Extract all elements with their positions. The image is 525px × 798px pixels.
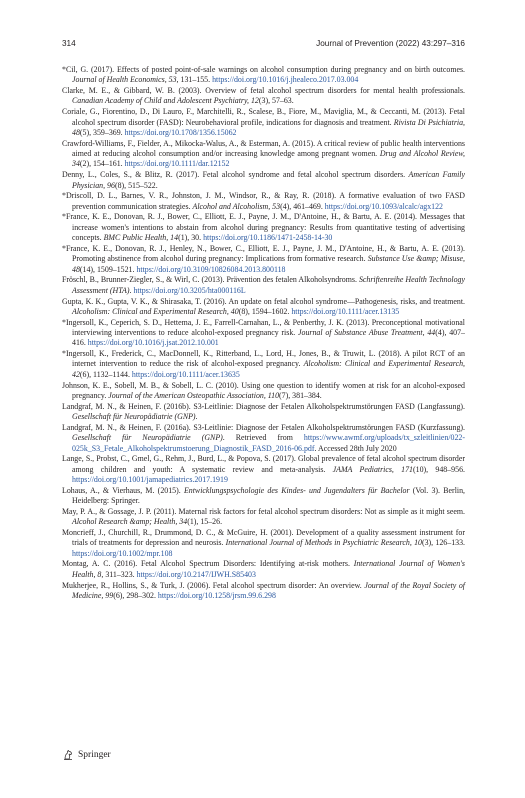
reference-doi-link[interactable]: https://doi.org/10.1111/dar.12152 [124,159,230,169]
reference-item [62,402,465,423]
reference-details: (3), 126–133. [421,538,466,548]
reference-doi-link[interactable]: https://doi.org/10.3205/hta000116L [133,285,246,295]
reference-doi-link[interactable]: https://doi.org/10.2147/IJWH.S85403 [136,569,256,579]
reference-item [62,559,465,580]
reference-item [62,581,465,602]
reference-text: Lohaus, A., & Vierhaus, M. (2015). [62,485,184,495]
reference-item [62,244,465,275]
reference-doi-link[interactable]: https://doi.org/10.1186/1471-2458-14-30 [203,233,333,243]
reference-text: *Driscoll, D. L., Barnes, V. R., Johnston, J. M., Windsor, R., & Ray, R. (2018). A formative evaluation of two FASD prevention communication strategies. [62,191,465,211]
reference-item [62,318,465,349]
reference-doi-link[interactable]: https://doi.org/10.1111/acer.13635 [131,369,240,379]
reference-source: Substance Use &amp; Misuse, 48 [72,254,465,274]
reference-doi-link[interactable]: https://doi.org/10.1001/jamapediatrics.2017.1919 [72,474,228,484]
reference-details: (7), 381–384. [279,390,322,400]
reference-details: (Vol. 3). Berlin, Heidelberg: Springer. [72,485,465,506]
reference-details: (8), 1594–1602. [238,306,292,316]
reference-item [62,86,465,107]
reference-text: Gupta, K. K., Gupta, V. K., & Shirasaka, T. (2016). An update on fetal alcohol syndrome—Pathogenesis, risks, and treatment. [62,296,465,306]
page-number: 314 [62,39,76,48]
reference-details: , 131–155. [176,75,213,85]
running-header [62,39,465,51]
reference-doi-link[interactable]: https://doi.org/10.1002/mpr.108 [72,548,173,558]
reference-source: Canadian Academy of Child and Adolescent Psychiatry, 12 [72,96,259,106]
reference-item [62,528,465,559]
reference-source: Alcohol Research &amp; Health, 34 [72,517,188,527]
reference-source: Drug and Alcohol Review, 34 [72,149,466,169]
reference-doi-link[interactable]: https://doi.org/10.3109/10826084.2013.800118 [136,264,286,274]
reference-source: Journal of Substance Abuse Treatment, 44 [298,327,436,337]
reference-details: (5), 359–369. [79,127,125,137]
reference-text: Crawford-Williams, F., Fielder, A., Mikocka-Walus, A., & Esterman, A. (2015). A critical review of public health interventions aimed at reducing alcohol consumption and/or increasing knowledge among pregnant women. [62,138,465,159]
reference-details: (4), 407–416. [72,327,465,348]
reference-source: Alcohol and Alcoholism, 53 [192,201,281,211]
reference-text: *Ingersoll, K., Ceperich, S. D., Hettema, J. E., Farrell-Carnahan, L., & Penberthy, J. K. (2013). Preconceptional motivational interviewing interventions to reduce alcohol-exposed pregnancy risk. [62,317,465,337]
reference-text: *Ingersoll, K., Frederick, C., MacDonnell, K., Ritterband, L., Lord, H., Jones, B., & Truwit, L. (2018). A pilot RCT of an internet intervention to reduce the risk of alcohol-exposed pregnancy. [62,349,465,369]
reference-text: Landgraf, M. N., & Heinen, F. (2016b). S3-Leitlinie: Diagnose der Fetalen Alkoholspektrumstörungen FASD (Langfassung). [62,401,465,411]
reference-text: Lange, S., Probst, C., Gmel, G., Rehm, J., Burd, L., & Popova, S. (2017). Global prevalence of fetal alcohol spectrum disorder among children and youth: A systematic review and meta-analysis. [62,454,465,474]
reference-details: (3), 57–63. [258,96,294,106]
reference-details: (6), 1132–1144. [79,369,132,379]
reference-item [62,507,465,528]
reference-source: Rivista Di Psichiatria, 48 [72,117,465,137]
reference-source: Journal of the American Osteopathic Association, 110 [108,390,280,400]
reference-item [62,212,465,243]
reference-item [62,381,465,402]
reference-details: . Retrieved from [222,433,304,443]
reference-item [62,423,465,454]
reference-source: International Journal of Methods in Psychiatric Research, 10 [225,538,422,548]
reference-item [62,139,465,170]
reference-details: (1), 15–26. [187,517,223,527]
reference-source: American Family Physician, 96 [72,170,465,190]
reference-text: May, P. A., & Gossage, J. P. (2011). Maternal risk factors for fetal alcohol spectrum disorders: Not as simple as it might seem. [62,506,465,516]
reference-text: *France, K. E., Donovan, R. J., Bower, C., Elliott, E. J., Payne, J. M., D'Antoine, H., & Bartu, A. E. (2014). Messages that increase women's intentions to abstain from alcohol during pregnancy: Results from quantitative testing of advertising concepts. [62,212,465,243]
reference-source: International Journal of Women's Health, 8 [72,559,466,579]
springer-horse-icon [62,749,74,761]
reference-item [62,170,465,191]
journal-citation: Journal of Prevention (2022) 43:297–316 [316,39,465,48]
reference-source: Entwicklungspsychologie des Kindes- und Jugendalters für Bachelor [183,485,410,495]
reference-source: Schriftenreihe Health Technology Assessment (HTA) [72,275,465,295]
reference-accessed: . Accessed 28th July 2020 [314,443,397,453]
reference-source: Gesellschaft für Neuropädiatrie (GNP) [72,412,196,422]
reference-doi-link[interactable]: https://doi.org/10.1111/acer.13135 [291,306,400,316]
reference-text: Denny, L., Coles, S., & Blitz, R. (2017). Fetal alcohol syndrome and fetal alcohol spectrum disorders. [62,170,409,180]
reference-item [62,107,465,138]
reference-source: Alcoholism: Clinical and Experimental Research, 40 [72,306,239,316]
reference-details: (14), 1509–1521. [79,264,137,274]
reference-details: (4), 461–469. [280,201,325,211]
reference-doi-link[interactable]: https://doi.org/10.1258/jrsm.99.6.298 [157,590,276,600]
reference-text: Fröschl, B., Brunner-Ziegler, S., & Wirl, C. (2013). Prävention des fetalen Alkoholsyndroms. [62,275,359,285]
reference-doi-link[interactable]: https://doi.org/10.1016/j.jhealeco.2017.03.004 [212,75,359,85]
reference-text: *France, K. E., Donovan, R. J., Henley, N., Bower, C., Elliott, E. J., Payne, J. M., D'Antoine, H., & Bartu, A. E. (2013). Promoting abstinence from alcohol during pregnancy: Implications from formative research. [62,243,465,264]
publisher-name: Springer [78,750,111,760]
reference-item [62,349,465,380]
reference-source: Journal of Health Economics, 53 [72,75,177,85]
reference-details: (8), 515–522. [114,180,158,190]
reference-source: JAMA Pediatrics, 171 [332,464,414,474]
reference-text: Landgraf, M. N., & Heinen, F. (2016a). S3-Leitlinie: Diagnose der Fetalen Alkoholspektrumstörungen FASD (Kurzfassung). [62,422,465,432]
reference-text: Clarke, M. E., & Gibbard, W. B. (2003). Overview of fetal alcohol spectrum disorders for mental health professionals. [62,86,465,96]
reference-doi-link[interactable]: https://doi.org/10.1016/j.jsat.2012.10.001 [87,338,219,348]
reference-source: BMC Public Health, 14 [103,233,179,243]
reference-source: Journal of the Royal Society of Medicine, 99 [72,580,465,600]
reference-details: , 311–323. [101,569,137,579]
reference-details: (2), 154–161. [79,159,125,169]
reference-text: Montag, A. C. (2016). Fetal Alcohol Spectrum Disorders: Identifying at-risk mothers. [62,559,354,569]
reference-details: . [195,412,198,422]
publisher-footer [62,748,111,762]
reference-details: (1), 30. [178,233,204,243]
reference-item [62,454,465,485]
reference-item [62,297,465,318]
reference-text: Coriale, G., Fiorentino, D., Di Lauro, F., Marchitelli, R., Scalese, B., Fiore, M., Maviglia, M., & Ceccanti, M. (2013). Fetal alcohol spectrum disorder (FASD): Neurobehavioral profile, indications for diagnosis and treatment. [62,107,465,127]
reference-item [62,191,465,212]
reference-text: Mukherjee, R., Hollins, S., & Turk, J. (2006). Fetal alcohol spectrum disorder: An overview. [62,580,365,590]
reference-item [62,486,465,507]
reference-details: (10), 948–956. [413,464,465,474]
reference-item [62,65,465,86]
reference-text: Moncrieff, J., Churchill, R., Drummond, D. C., & McGuire, H. (2001). Development of a quality assessment instrument for trials of treatments for depression and neurosis. [62,528,465,548]
reference-list [62,65,465,602]
reference-source: Alcoholism: Clinical and Experimental Research, 42 [72,359,465,379]
reference-item [62,275,465,296]
reference-source: Gesellschaft für Neuropädiatrie (GNP) [72,433,223,443]
reference-doi-link[interactable]: https://doi.org/10.1708/1356.15062 [124,127,237,137]
reference-text: *Cil, G. (2017). Effects of posted point-of-sale warnings on alcohol consumption during pregnancy and on birth outcomes. [62,65,465,74]
reference-details: (6), 298–302. [113,590,158,600]
reference-doi-link[interactable]: https://doi.org/10.1093/alcalc/agx122 [324,201,443,211]
reference-doi-link[interactable]: https://www.awmf.org/uploads/tx_szleitlinien/022-025k_S3_Fetale_Alkoholspektrumstoerung_Diagnostik_FASD_2016-06.pdf [72,433,465,453]
reference-text: Johnson, K. E., Sobell, M. B., & Sobell, L. C. (2010). Using one question to identify women at risk for an alcohol-exposed pregnancy. [62,380,465,400]
reference-details: . [129,285,134,295]
